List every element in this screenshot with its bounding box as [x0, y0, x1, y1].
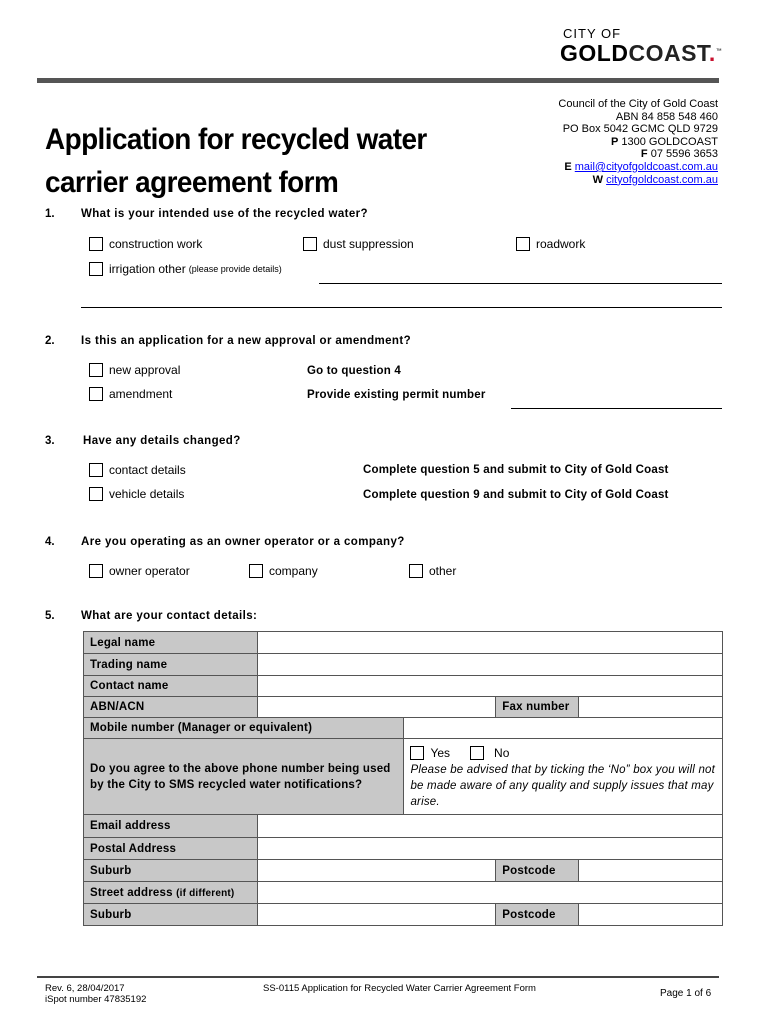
sms-options: [410, 746, 716, 760]
table-row: [84, 739, 723, 815]
trading-name-label: Trading name: [84, 654, 258, 676]
q1-option-construction[interactable]: [89, 237, 202, 251]
postal-address-label: Postal Address: [84, 838, 258, 860]
email-link[interactable]: mail@cityofgoldcoast.com.au: [574, 160, 718, 173]
title-line-2: carrier agreement form: [45, 166, 339, 199]
q5-text: What are your contact details:: [81, 610, 258, 622]
ispot-text: iSpot number 47835192: [45, 994, 147, 1005]
q3-option-vehicle[interactable]: [89, 487, 184, 501]
q3-text: Have any details changed?: [83, 435, 241, 447]
table-row: [84, 632, 723, 654]
revision-text: Rev. 6, 28/04/2017: [45, 983, 125, 994]
table-row: [84, 815, 723, 838]
q3-instruction-contact: Complete question 5 and submit to City of Gold Coast: [363, 464, 669, 476]
logo-gold: GOLD: [560, 40, 629, 66]
logo-city-of: CITY OF: [563, 26, 622, 41]
sms-yes-checkbox[interactable]: [410, 746, 424, 760]
q4-option-company[interactable]: [249, 564, 318, 578]
q1-option-roadwork[interactable]: [516, 237, 585, 251]
q4-option-label: owner operator: [109, 564, 190, 578]
footer-page-number: Page 1 of 6: [660, 988, 712, 999]
footer-form-name: SS-0115 Application for Recycled Water Carrier Agreement Form: [263, 983, 536, 994]
contact-name-label: Contact name: [84, 676, 258, 697]
q1-option-label: construction work: [109, 237, 203, 251]
q3-number: 3.: [45, 435, 55, 447]
checkbox[interactable]: [249, 564, 263, 578]
legal-name-label: Legal name: [84, 632, 258, 654]
checkbox[interactable]: [89, 487, 103, 501]
table-row: [84, 697, 723, 718]
council-web: [558, 174, 718, 187]
suburb-2-label: Suburb: [84, 904, 258, 926]
contact-details-table: [83, 631, 723, 926]
footer-revision: [45, 983, 146, 1005]
legal-name-field[interactable]: [257, 632, 722, 654]
checkbox[interactable]: [89, 237, 103, 251]
council-fax: [558, 148, 718, 161]
mobile-number-field[interactable]: [404, 718, 723, 739]
q4-text: Are you operating as an owner operator or a company?: [81, 536, 405, 548]
q2-text: Is this an application for a new approval or amendment?: [81, 335, 412, 347]
fax-number-label: Fax number: [496, 697, 579, 718]
table-row: [84, 676, 723, 697]
street-address-field[interactable]: [257, 882, 722, 904]
checkbox[interactable]: [89, 564, 103, 578]
header-divider: [37, 78, 719, 83]
q4-number: 4.: [45, 536, 55, 548]
q1-details-line-1[interactable]: [319, 283, 722, 284]
email-address-field[interactable]: [257, 815, 722, 838]
q1-text: What is your intended use of the recycled water?: [81, 208, 368, 220]
q2-option-amendment[interactable]: [89, 387, 172, 401]
street-address-label: [84, 882, 258, 904]
q1-option-irrigation[interactable]: [89, 262, 282, 276]
fax-value: 07 5596 3653: [650, 148, 718, 161]
web-label: W: [592, 173, 604, 186]
checkbox[interactable]: [89, 463, 103, 477]
checkbox[interactable]: [89, 363, 103, 377]
q2-instruction-amendment: Provide existing permit number: [307, 389, 486, 401]
logo-tm: ™: [715, 48, 723, 55]
q4-option-owner[interactable]: [89, 564, 190, 578]
checkbox[interactable]: [89, 387, 103, 401]
table-row: [84, 718, 723, 739]
q2-option-label: amendment: [109, 387, 173, 401]
council-email: [558, 161, 718, 174]
email-label: E: [564, 160, 572, 173]
q4-option-label: company: [269, 564, 318, 578]
sms-yes-label: Yes: [430, 746, 451, 760]
q2-number: 2.: [45, 335, 55, 347]
logo-dot: .: [708, 40, 716, 66]
postal-address-field[interactable]: [257, 838, 722, 860]
q2-option-new[interactable]: [89, 363, 180, 377]
table-row: [84, 904, 723, 926]
title-line-1: Application for recycled water: [45, 123, 427, 156]
logo-coast: COAST: [628, 40, 709, 66]
logo-gold-coast: [560, 40, 722, 67]
postcode-field[interactable]: [579, 860, 723, 882]
council-abn: ABN 84 858 548 460: [615, 110, 718, 123]
table-row: [84, 882, 723, 904]
checkbox[interactable]: [303, 237, 317, 251]
q1-option-label: dust suppression: [323, 237, 414, 251]
checkbox[interactable]: [516, 237, 530, 251]
street-address-text: Street address: [90, 886, 173, 899]
table-row: [84, 838, 723, 860]
q1-option-note: (please provide details): [188, 264, 282, 274]
postcode-2-field[interactable]: [579, 904, 723, 926]
council-contact-block: [558, 98, 718, 186]
council-phone: [558, 136, 718, 149]
sms-no-checkbox[interactable]: [470, 746, 484, 760]
page-title: [45, 118, 427, 204]
q2-instruction-new: Go to question 4: [307, 365, 401, 377]
q1-option-dust[interactable]: [303, 237, 414, 251]
fax-number-field[interactable]: [579, 697, 723, 718]
q3-option-label: contact details: [109, 463, 186, 477]
table-row: [84, 654, 723, 676]
abn-acn-label: ABN/ACN: [84, 697, 258, 718]
sms-question-label: Do you agree to the above phone number being used by the City to SMS recycled water notifications?: [84, 739, 404, 815]
suburb-label: Suburb: [84, 860, 258, 882]
sms-answer-cell: [404, 739, 723, 815]
checkbox[interactable]: [409, 564, 423, 578]
street-address-note: (if different): [176, 887, 235, 899]
q2-option-label: new approval: [109, 363, 181, 377]
q1-number: 1.: [45, 208, 55, 220]
sms-no-label: No: [494, 746, 510, 760]
contact-name-field[interactable]: [257, 676, 722, 697]
phone-label: P: [611, 135, 619, 148]
postcode-2-label: Postcode: [496, 904, 579, 926]
suburb-2-field[interactable]: [257, 904, 496, 926]
sms-note: Please be advised that by ticking the ‘No” box you will not be made aware of any quality and supply issues that may arise.: [410, 764, 716, 808]
abn-acn-field[interactable]: [257, 697, 496, 718]
q4-option-other[interactable]: [409, 564, 456, 578]
email-address-label: Email address: [84, 815, 258, 838]
phone-value: 1300 GOLDCOAST: [621, 135, 718, 148]
council-po-box: PO Box 5042 GCMC QLD 9729: [562, 123, 718, 136]
q3-option-contact[interactable]: [89, 463, 186, 477]
web-link[interactable]: cityofgoldcoast.com.au: [606, 173, 718, 186]
postcode-label: Postcode: [496, 860, 579, 882]
trading-name-field[interactable]: [257, 654, 722, 676]
q3-option-label: vehicle details: [109, 487, 185, 501]
council-name: Council of the City of Gold Coast: [558, 98, 718, 110]
suburb-field[interactable]: [257, 860, 496, 882]
q1-option-label: irrigation other: [109, 262, 186, 276]
footer-divider: [37, 976, 719, 978]
checkbox[interactable]: [89, 262, 103, 276]
q4-option-label: other: [429, 564, 457, 578]
table-row: [84, 860, 723, 882]
q1-details-line-2[interactable]: [81, 307, 722, 308]
fax-label: F: [640, 148, 648, 161]
q3-instruction-vehicle: Complete question 9 and submit to City of Gold Coast: [363, 489, 669, 501]
q1-option-label: roadwork: [536, 237, 586, 251]
q5-number: 5.: [45, 610, 55, 622]
mobile-number-label: Mobile number (Manager or equivalent): [84, 718, 404, 739]
permit-number-line[interactable]: [511, 408, 722, 409]
